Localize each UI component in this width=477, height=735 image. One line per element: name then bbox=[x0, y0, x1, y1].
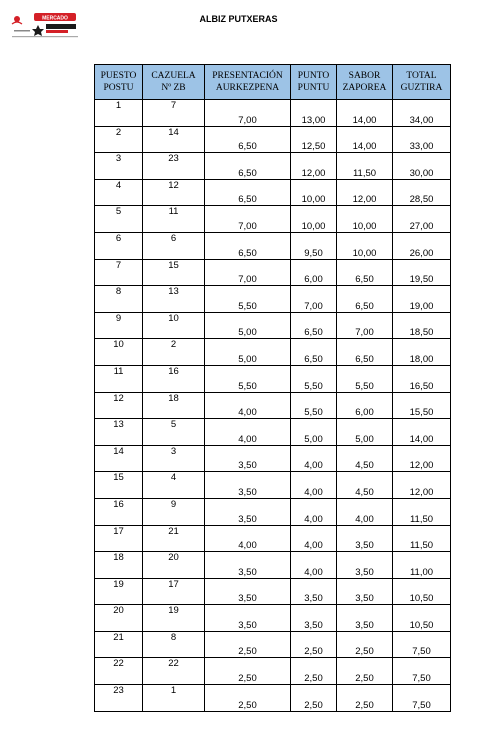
header-label-line1: TOTAL bbox=[406, 71, 437, 81]
cell-puesto: 9 bbox=[95, 312, 143, 339]
cell-sabor: 2,50 bbox=[337, 658, 393, 685]
table-row bbox=[95, 445, 451, 472]
header-label-line2: PUNTU bbox=[297, 83, 330, 93]
table-row bbox=[95, 552, 451, 579]
table-row bbox=[95, 658, 451, 685]
cell-total: 26,00 bbox=[393, 232, 451, 259]
cell-presentacion: 6,50 bbox=[205, 153, 291, 180]
cell-puesto: 18 bbox=[95, 552, 143, 579]
cell-puesto: 21 bbox=[95, 631, 143, 658]
header-label-line2: AURKEZPENA bbox=[215, 83, 280, 93]
cell-sabor: 11,50 bbox=[337, 153, 393, 180]
table-row bbox=[95, 605, 451, 632]
cell-presentacion: 5,50 bbox=[205, 286, 291, 313]
header-total bbox=[393, 65, 451, 100]
header-label-line1: PRESENTACIÓN bbox=[212, 71, 283, 81]
table-row bbox=[95, 232, 451, 259]
cell-puesto: 16 bbox=[95, 498, 143, 525]
cell-punto: 4,00 bbox=[291, 445, 337, 472]
cell-cazuela: 6 bbox=[143, 232, 205, 259]
cell-cazuela: 18 bbox=[143, 392, 205, 419]
cell-cazuela: 21 bbox=[143, 525, 205, 552]
table-row bbox=[95, 206, 451, 233]
cell-sabor: 4,50 bbox=[337, 472, 393, 499]
cell-cazuela: 10 bbox=[143, 312, 205, 339]
cell-sabor: 10,00 bbox=[337, 206, 393, 233]
cell-sabor: 3,50 bbox=[337, 605, 393, 632]
cell-punto: 6,50 bbox=[291, 339, 337, 366]
table-body bbox=[95, 100, 451, 712]
header-label-line2: Nº ZB bbox=[161, 83, 186, 93]
cell-cazuela: 19 bbox=[143, 605, 205, 632]
cell-total: 14,00 bbox=[393, 419, 451, 446]
header-punto bbox=[291, 65, 337, 100]
cell-puesto: 7 bbox=[95, 259, 143, 286]
cell-presentacion: 3,50 bbox=[205, 445, 291, 472]
header-label-line1: PUESTO bbox=[100, 71, 137, 81]
cell-punto: 3,50 bbox=[291, 578, 337, 605]
cell-total: 12,00 bbox=[393, 472, 451, 499]
cell-cazuela: 22 bbox=[143, 658, 205, 685]
cell-total: 11,50 bbox=[393, 498, 451, 525]
cell-cazuela: 15 bbox=[143, 259, 205, 286]
cell-puesto: 10 bbox=[95, 339, 143, 366]
header-label-line2: POSTU bbox=[103, 83, 134, 93]
table-row bbox=[95, 365, 451, 392]
cell-total: 34,00 bbox=[393, 100, 451, 127]
cell-punto: 4,00 bbox=[291, 525, 337, 552]
cell-punto: 2,50 bbox=[291, 631, 337, 658]
table-row bbox=[95, 312, 451, 339]
svg-text:MERCADO: MERCADO bbox=[42, 15, 68, 22]
cell-sabor: 5,00 bbox=[337, 419, 393, 446]
cell-cazuela: 16 bbox=[143, 365, 205, 392]
cell-total: 11,00 bbox=[393, 552, 451, 579]
cell-punto: 12,50 bbox=[291, 126, 337, 153]
page-title: ALBIZ PUTXERAS bbox=[199, 14, 278, 24]
cell-total: 11,50 bbox=[393, 525, 451, 552]
cell-sabor: 3,50 bbox=[337, 525, 393, 552]
header-label-line1: PUNTO bbox=[297, 71, 330, 81]
cell-cazuela: 13 bbox=[143, 286, 205, 313]
cell-cazuela: 20 bbox=[143, 552, 205, 579]
cell-puesto: 5 bbox=[95, 206, 143, 233]
table-row bbox=[95, 179, 451, 206]
cell-punto: 2,50 bbox=[291, 658, 337, 685]
cell-punto: 3,50 bbox=[291, 605, 337, 632]
cell-punto: 6,50 bbox=[291, 312, 337, 339]
cell-cazuela: 2 bbox=[143, 339, 205, 366]
cell-total: 33,00 bbox=[393, 126, 451, 153]
cell-punto: 4,00 bbox=[291, 472, 337, 499]
cell-total: 19,50 bbox=[393, 259, 451, 286]
cell-presentacion: 5,00 bbox=[205, 312, 291, 339]
cell-total: 30,00 bbox=[393, 153, 451, 180]
header-label-line2: GUZTIRA bbox=[400, 83, 443, 93]
cell-presentacion: 3,50 bbox=[205, 472, 291, 499]
cell-punto: 13,00 bbox=[291, 100, 337, 127]
cell-punto: 10,00 bbox=[291, 179, 337, 206]
cell-puesto: 8 bbox=[95, 286, 143, 313]
table-row bbox=[95, 472, 451, 499]
cell-punto: 9,50 bbox=[291, 232, 337, 259]
cell-total: 12,00 bbox=[393, 445, 451, 472]
cell-total: 27,00 bbox=[393, 206, 451, 233]
table-row bbox=[95, 525, 451, 552]
cell-presentacion: 4,00 bbox=[205, 392, 291, 419]
cell-presentacion: 5,50 bbox=[205, 365, 291, 392]
table-row bbox=[95, 100, 451, 127]
cell-puesto: 22 bbox=[95, 658, 143, 685]
cell-total: 19,00 bbox=[393, 286, 451, 313]
cell-sabor: 3,50 bbox=[337, 552, 393, 579]
cell-cazuela: 17 bbox=[143, 578, 205, 605]
cell-sabor: 4,50 bbox=[337, 445, 393, 472]
cell-puesto: 1 bbox=[95, 100, 143, 127]
cell-puesto: 4 bbox=[95, 179, 143, 206]
cell-cazuela: 14 bbox=[143, 126, 205, 153]
cell-cazuela: 4 bbox=[143, 472, 205, 499]
cell-cazuela: 8 bbox=[143, 631, 205, 658]
cell-puesto: 20 bbox=[95, 605, 143, 632]
cell-sabor: 3,50 bbox=[337, 578, 393, 605]
cell-puesto: 13 bbox=[95, 419, 143, 446]
cell-total: 16,50 bbox=[393, 365, 451, 392]
table-row bbox=[95, 419, 451, 446]
header-sabor bbox=[337, 65, 393, 100]
cell-total: 10,50 bbox=[393, 605, 451, 632]
cell-presentacion: 4,00 bbox=[205, 419, 291, 446]
cell-puesto: 19 bbox=[95, 578, 143, 605]
cell-presentacion: 7,00 bbox=[205, 100, 291, 127]
cell-presentacion: 4,00 bbox=[205, 525, 291, 552]
cell-total: 15,50 bbox=[393, 392, 451, 419]
table-row bbox=[95, 578, 451, 605]
table-row bbox=[95, 339, 451, 366]
header-presentacion bbox=[205, 65, 291, 100]
table-header-row bbox=[95, 65, 451, 100]
cell-cazuela: 12 bbox=[143, 179, 205, 206]
cell-cazuela: 7 bbox=[143, 100, 205, 127]
cell-punto: 5,50 bbox=[291, 392, 337, 419]
cell-puesto: 12 bbox=[95, 392, 143, 419]
cell-total: 7,50 bbox=[393, 685, 451, 712]
cell-sabor: 6,50 bbox=[337, 339, 393, 366]
cell-sabor: 12,00 bbox=[337, 179, 393, 206]
cell-cazuela: 3 bbox=[143, 445, 205, 472]
header-label-line1: CAZUELA bbox=[151, 71, 196, 81]
cell-presentacion: 6,50 bbox=[205, 179, 291, 206]
cell-puesto: 23 bbox=[95, 685, 143, 712]
cell-cazuela: 11 bbox=[143, 206, 205, 233]
cell-total: 7,50 bbox=[393, 631, 451, 658]
table-row bbox=[95, 153, 451, 180]
cell-total: 18,00 bbox=[393, 339, 451, 366]
cell-cazuela: 5 bbox=[143, 419, 205, 446]
cell-sabor: 7,00 bbox=[337, 312, 393, 339]
cell-puesto: 15 bbox=[95, 472, 143, 499]
cell-punto: 4,00 bbox=[291, 498, 337, 525]
cell-presentacion: 3,50 bbox=[205, 605, 291, 632]
cell-sabor: 14,00 bbox=[337, 100, 393, 127]
table-row bbox=[95, 126, 451, 153]
cell-sabor: 6,50 bbox=[337, 286, 393, 313]
cell-cazuela: 9 bbox=[143, 498, 205, 525]
cell-puesto: 3 bbox=[95, 153, 143, 180]
cell-punto: 10,00 bbox=[291, 206, 337, 233]
cell-presentacion: 3,50 bbox=[205, 552, 291, 579]
table-row bbox=[95, 498, 451, 525]
cell-punto: 12,00 bbox=[291, 153, 337, 180]
cell-punto: 6,00 bbox=[291, 259, 337, 286]
cell-cazuela: 1 bbox=[143, 685, 205, 712]
cell-presentacion: 7,00 bbox=[205, 259, 291, 286]
header-cazuela bbox=[143, 65, 205, 100]
table-row bbox=[95, 685, 451, 712]
table-row bbox=[95, 631, 451, 658]
cell-sabor: 10,00 bbox=[337, 232, 393, 259]
cell-presentacion: 7,00 bbox=[205, 206, 291, 233]
cell-presentacion: 2,50 bbox=[205, 631, 291, 658]
cell-sabor: 6,00 bbox=[337, 392, 393, 419]
cell-total: 10,50 bbox=[393, 578, 451, 605]
cell-total: 7,50 bbox=[393, 658, 451, 685]
cell-sabor: 14,00 bbox=[337, 126, 393, 153]
cell-presentacion: 3,50 bbox=[205, 578, 291, 605]
cell-puesto: 17 bbox=[95, 525, 143, 552]
cell-presentacion: 5,00 bbox=[205, 339, 291, 366]
cell-presentacion: 3,50 bbox=[205, 498, 291, 525]
cell-sabor: 5,50 bbox=[337, 365, 393, 392]
cell-punto: 5,50 bbox=[291, 365, 337, 392]
cell-punto: 5,00 bbox=[291, 419, 337, 446]
cell-puesto: 11 bbox=[95, 365, 143, 392]
results-table bbox=[94, 64, 451, 712]
cell-puesto: 2 bbox=[95, 126, 143, 153]
header-puesto bbox=[95, 65, 143, 100]
cell-punto: 2,50 bbox=[291, 685, 337, 712]
header-label-line2: ZAPOREA bbox=[342, 83, 387, 93]
cell-punto: 4,00 bbox=[291, 552, 337, 579]
table-row bbox=[95, 392, 451, 419]
cell-total: 18,50 bbox=[393, 312, 451, 339]
table-row bbox=[95, 259, 451, 286]
cell-sabor: 4,00 bbox=[337, 498, 393, 525]
cell-punto: 7,00 bbox=[291, 286, 337, 313]
cell-presentacion: 2,50 bbox=[205, 685, 291, 712]
cell-puesto: 14 bbox=[95, 445, 143, 472]
cell-sabor: 6,50 bbox=[337, 259, 393, 286]
cell-presentacion: 2,50 bbox=[205, 658, 291, 685]
cell-cazuela: 23 bbox=[143, 153, 205, 180]
cell-puesto: 6 bbox=[95, 232, 143, 259]
cell-presentacion: 6,50 bbox=[205, 232, 291, 259]
cell-total: 28,50 bbox=[393, 179, 451, 206]
header-label-line1: SABOR bbox=[348, 71, 381, 81]
table-row bbox=[95, 286, 451, 313]
cell-presentacion: 6,50 bbox=[205, 126, 291, 153]
cell-sabor: 2,50 bbox=[337, 685, 393, 712]
cell-sabor: 2,50 bbox=[337, 631, 393, 658]
